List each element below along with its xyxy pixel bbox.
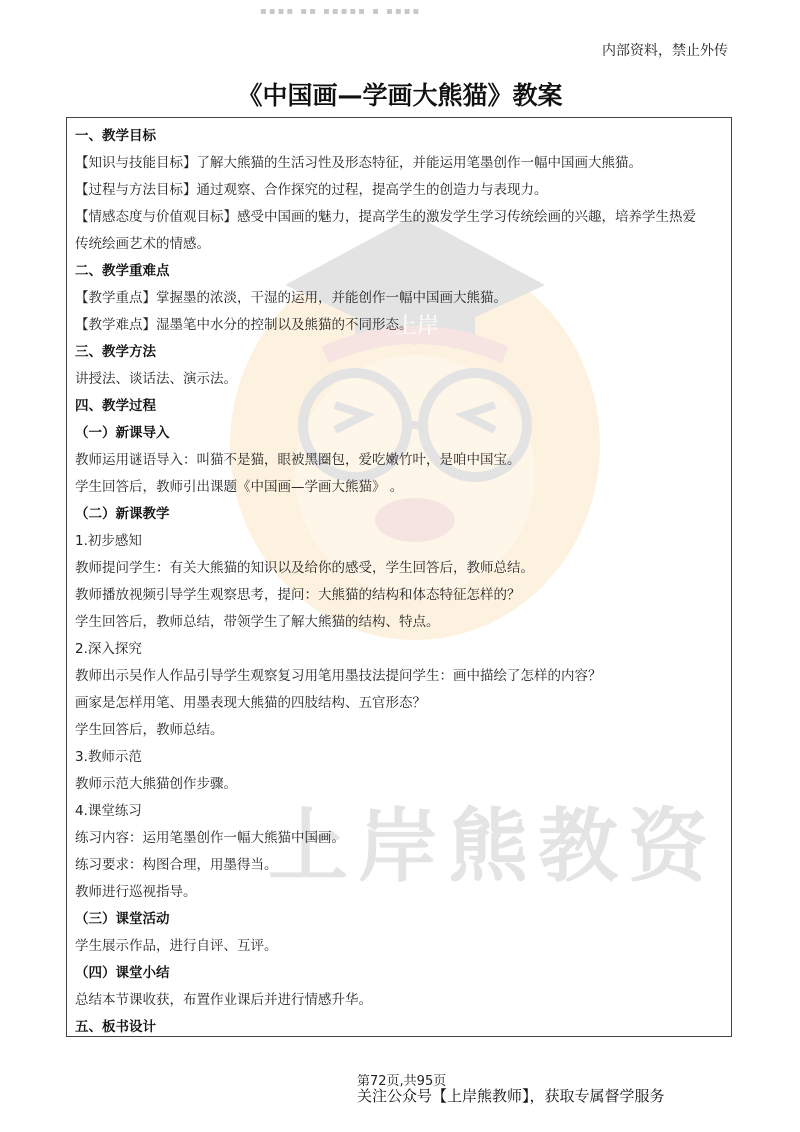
text-line: 教师提问学生：有关大熊猫的知识以及给你的感受，学生回答后，教师总结。 [75, 560, 534, 576]
text-line: 2.深入探究 [75, 641, 142, 657]
footer-promo: 关注公众号【上岸熊教师】，获取专属督学服务 [357, 1087, 665, 1105]
text-line: 练习内容：运用笔墨创作一幅大熊猫中国画。 [75, 830, 345, 846]
text-line: 学生回答后，教师引出课题《中国画—学画大熊猫》 。 [75, 479, 404, 495]
text-line: 学生回答后，教师总结。 [75, 722, 224, 738]
section-heading: 五、板书设计 [75, 1019, 156, 1035]
section-heading: （二）新课教学 [75, 506, 170, 522]
text-line: 练习要求：构图合理，用墨得当。 [75, 857, 278, 873]
section-heading: 三、教学方法 [75, 344, 156, 360]
text-line: 3.教师示范 [75, 749, 142, 765]
section-heading: （三）课堂活动 [75, 911, 170, 927]
text-line: 讲授法、谈话法、演示法。 [75, 371, 237, 387]
text-line: 学生展示作品，进行自评、互评。 [75, 938, 278, 954]
section-heading: 四、教学过程 [75, 398, 156, 414]
section-heading: （四）课堂小结 [75, 965, 170, 981]
section-heading: 一、教学目标 [75, 128, 156, 144]
lesson-plan-content [75, 123, 725, 1041]
text-line: 总结本节课收获，布置作业课后并进行情感升华。 [75, 992, 372, 1008]
text-line: 【教学重点】掌握墨的浓淡，干湿的运用，并能创作一幅中国画大熊猫。 [75, 290, 507, 306]
watermark-brand-text: 上岸熊教资 [268, 800, 718, 893]
text-line: 教师出示吴作人作品引导学生观察复习用笔用墨技法提问学生：画中描绘了怎样的内容？ [75, 668, 602, 684]
header-faint-text: ▪▪▪▪ ▪▪ ▪▪▪▪▪ ▪ ▪▪▪▪ [260, 6, 422, 17]
mascot-label: 上岸 [395, 314, 440, 339]
text-line: 教师播放视频引导学生观察思考，提问：大熊猫的结构和体态特征怎样的？ [75, 587, 521, 603]
text-line: 教师进行巡视指导。 [75, 884, 197, 900]
text-line: 学生回答后，教师总结，带领学生了解大熊猫的结构、特点。 [75, 614, 440, 630]
text-line: 教师示范大熊猫创作步骤。 [75, 776, 237, 792]
text-line: 1.初步感知 [75, 533, 142, 549]
text-line: 教师运用谜语导入：叫猫不是猫，眼被黑圈包，爱吃嫩竹叶，是咱中国宝。 [75, 452, 521, 468]
page-number: 第72页,共95页 [357, 1074, 447, 1089]
text-line: 【知识与技能目标】了解大熊猫的生活习性及形态特征，并能运用笔墨创作一幅中国画大熊猫。 [75, 155, 642, 171]
section-heading: （一）新课导入 [75, 425, 170, 441]
text-line: 【情感态度与价值观目标】感受中国画的魅力，提高学生的激发学生学习传统绘画的兴趣，培养学生热爱 [75, 209, 696, 225]
text-line: 画家是怎样用笔、用墨表现大熊猫的四肢结构、五官形态？ [75, 695, 426, 711]
text-line: 4.课堂练习 [75, 803, 142, 819]
page-title: 《中国画—学画大熊猫》教案 [237, 81, 563, 110]
text-line: 传统绘画艺术的情感。 [75, 236, 210, 252]
text-line: 【教学难点】湿墨笔中水分的控制以及熊猫的不同形态。 [75, 317, 413, 333]
text-line: 【过程与方法目标】通过观察、合作探究的过程，提高学生的创造力与表现力。 [75, 182, 548, 198]
confidential-notice: 内部资料，禁止外传 [602, 43, 728, 59]
section-heading: 二、教学重难点 [75, 263, 170, 279]
